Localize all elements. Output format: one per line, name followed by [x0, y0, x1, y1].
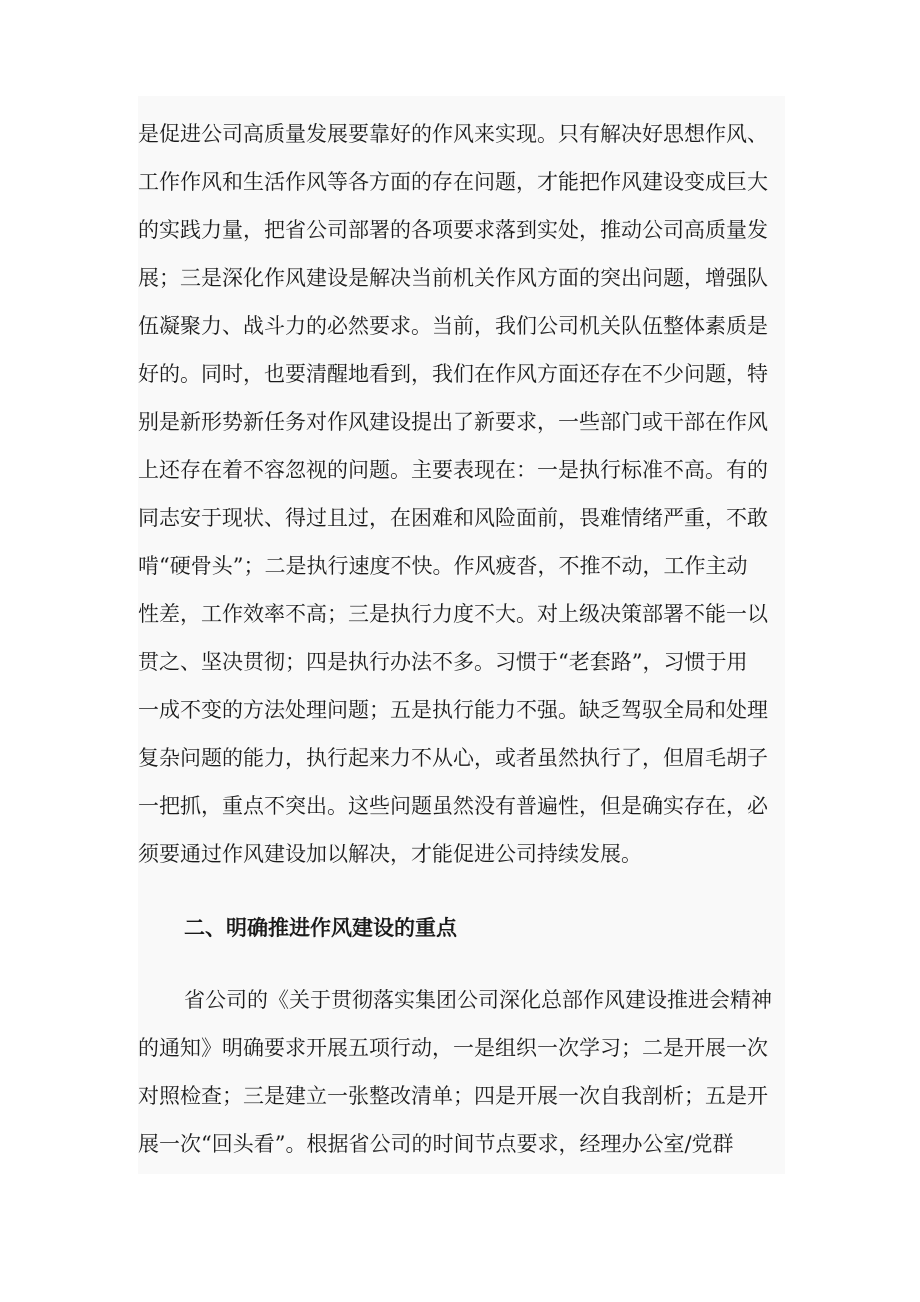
- text-line: 贯之、坚决贯彻；四是执行办法不多。习惯于“老套路”，习惯于用: [138, 650, 748, 674]
- text-line: 展；三是深化作风建设是解决当前机关作风方面的突出问题，增强队: [138, 266, 768, 290]
- text-line: 上还存在着不容忽视的问题。主要表现在：一是执行标准不高。有的: [138, 458, 768, 482]
- text-line: 一成不变的方法处理问题；五是执行能力不强。缺乏驾驭全局和处理: [138, 698, 768, 722]
- text-line: 工作作风和生活作风等各方面的存在问题，才能把作风建设变成巨大: [138, 170, 768, 194]
- text-line: 省公司的《关于贯彻落实集团公司深化总部作风建设推进会精神: [184, 988, 772, 1012]
- text-line: 别是新形势新任务对作风建设提出了新要求，一些部门或干部在作风: [138, 410, 768, 434]
- text-line: 伍凝聚力、战斗力的必然要求。当前，我们公司机关队伍整体素质是: [138, 314, 768, 338]
- document-page: [138, 96, 785, 1174]
- text-line: 一把抓，重点不突出。这些问题虽然没有普遍性，但是确实存在，必: [138, 794, 768, 818]
- text-line: 啃“硬骨头”；二是执行速度不快。作风疲沓，不推不动，工作主动: [138, 554, 748, 578]
- text-line: 是促进公司高质量发展要靠好的作风来实现。只有解决好思想作风、: [138, 122, 768, 146]
- text-line: 的通知》明确要求开展五项行动，一是组织一次学习；二是开展一次: [138, 1036, 768, 1060]
- text-line: 的实践力量，把省公司部署的各项要求落到实处，推动公司高质量发: [138, 218, 768, 242]
- text-line: 须要通过作风建设加以解决，才能促进公司持续发展。: [138, 842, 642, 866]
- text-line: 性差，工作效率不高；三是执行力度不大。对上级决策部署不能一以: [138, 602, 768, 626]
- text-line: 对照检查；三是建立一张整改清单；四是开展一次自我剖析；五是开: [138, 1084, 768, 1108]
- text-line: 展一次“回头看”。根据省公司的时间节点要求，经理办公室/党群: [138, 1132, 734, 1156]
- text-line: 同志安于现状、得过且过，在困难和风险面前，畏难情绪严重，不敢: [138, 506, 768, 530]
- section-heading: 二、明确推进作风建设的重点: [184, 916, 457, 940]
- text-line: 复杂问题的能力，执行起来力不从心，或者虽然执行了，但眉毛胡子: [138, 746, 768, 770]
- text-line: 好的。同时，也要清醒地看到，我们在作风方面还存在不少问题，特: [138, 362, 768, 386]
